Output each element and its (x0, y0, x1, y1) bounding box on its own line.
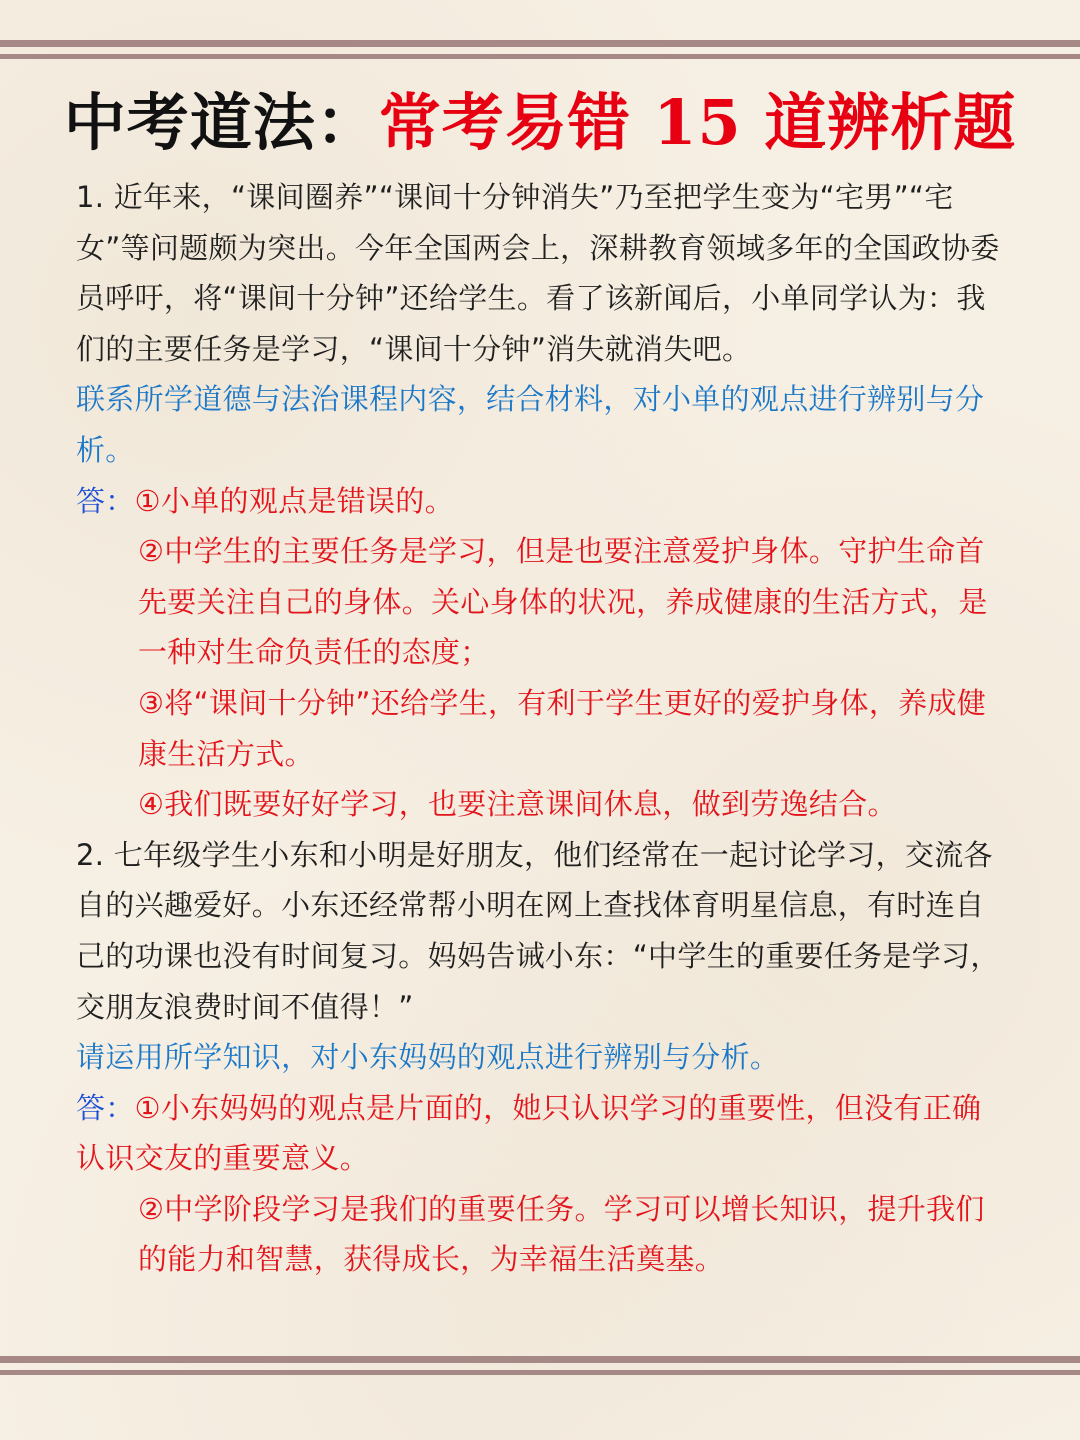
title-highlight: 常考易错 15 道辨析题 (378, 86, 1017, 159)
question-2-answer-2: ②中学阶段学习是我们的重要任务。学习可以增长知识，提升我们的能力和智慧，获得成长，为幸福生活奠基。 (138, 1191, 985, 1277)
bottom-border (0, 1356, 1080, 1382)
question-1-prompt: 联系所学道德与法治课程内容，结合材料，对小单的观点进行辨别与分析。 (76, 382, 985, 467)
question-2-answer-1 (76, 1083, 1008, 1184)
question-1-stem: 1. 近年来，“课间圈养”“课间十分钟消失”乃至把学生变为“宅男”“宅女”等问题颇为突出。今年全国两会上，深耕教育领域多年的全国政协委员呼吁，将“课间十分钟”还给学生。看了该新闻后，小单同学认为：我们的主要任务是学习，“课间十分钟”消失就消失吧。 (76, 180, 1000, 366)
question-2-prompt: 请运用所学知识，对小东妈妈的观点进行辨别与分析。 (76, 1040, 780, 1075)
question-1 (76, 172, 1008, 830)
answer-label: 答： (76, 483, 135, 518)
content-area (76, 172, 1008, 1285)
question-1-answer-2: ②中学生的主要任务是学习，但是也要注意爱护身体。守护生命首先要关注自己的身体。关心身体的状况，养成健康的生活方式，是一种对生命负责任的态度； (138, 534, 988, 670)
question-2-stem: 2. 七年级学生小东和小明是好朋友，他们经常在一起讨论学习，交流各自的兴趣爱好。小东还经常帮小明在网上查找体育明星信息，有时连自己的功课也没有时间复习。妈妈告诫小东：“中学生的重要任务是学习，交朋友浪费时间不值得！” (76, 837, 1000, 1024)
question-2 (76, 830, 1008, 1285)
question-1-answer-1 (76, 476, 1008, 527)
answer-text: ①小东妈妈的观点是片面的，她只认识学习的重要性，但没有正确认识交友的重要意义。 (76, 1090, 982, 1176)
question-1-answer-3: ③将“课间十分钟”还给学生，有利于学生更好的爱护身体，养成健康生活方式。 (138, 685, 987, 771)
question-1-answer-4: ④我们既要好好学习，也要注意课间休息，做到劳逸结合。 (138, 787, 897, 822)
title-prefix: 中考道法： (63, 86, 379, 159)
answer-label: 答： (76, 1090, 135, 1125)
bottom-border-thin-line (0, 1370, 1080, 1375)
top-border (0, 40, 1080, 66)
answer-text: ①小单的观点是错误的。 (134, 483, 454, 518)
page-title (0, 80, 1080, 166)
bottom-border-thick-line (0, 1356, 1080, 1363)
top-border-thin-line (0, 54, 1080, 59)
top-border-thick-line (0, 40, 1080, 47)
